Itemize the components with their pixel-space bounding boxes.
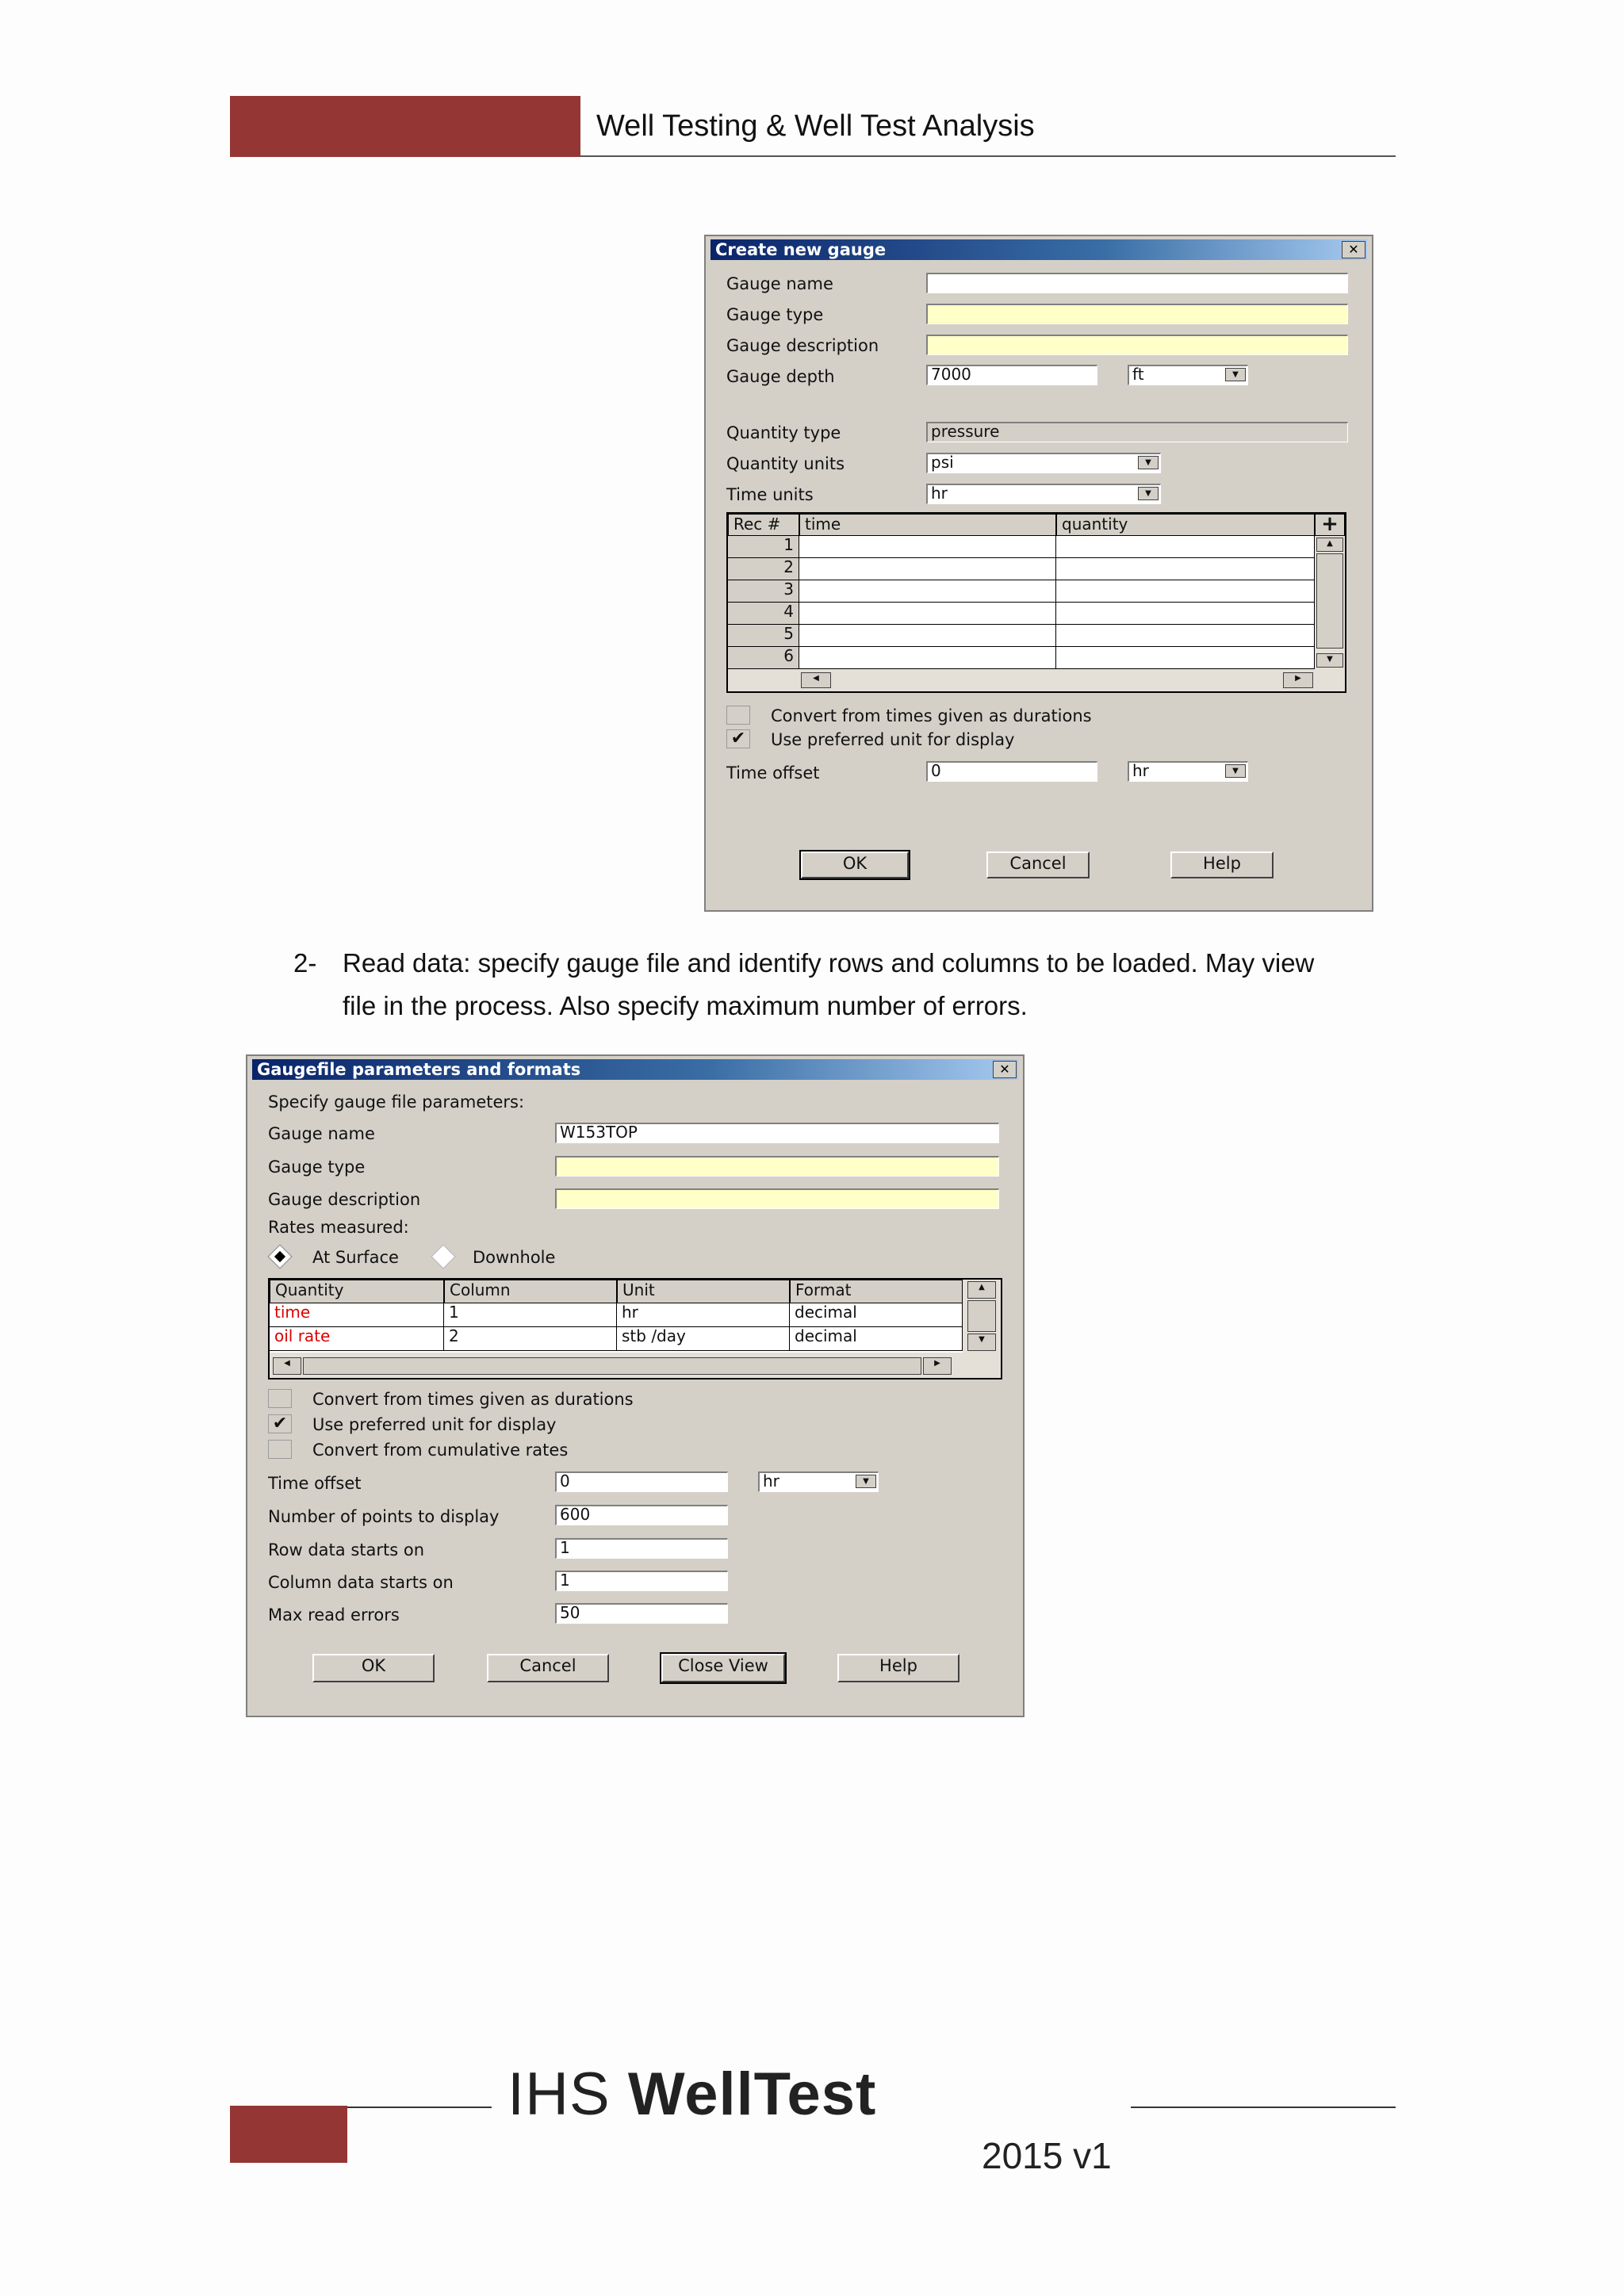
logo-ihs: IHS bbox=[508, 2061, 611, 2128]
quantity-type-field: pressure bbox=[926, 422, 1348, 442]
dialog-title-bar bbox=[252, 1059, 1018, 1080]
grid-cell[interactable] bbox=[1056, 558, 1315, 580]
radio-selected-dot bbox=[274, 1251, 285, 1262]
offset-unit-select[interactable] bbox=[758, 1471, 879, 1492]
grid-header-time: time bbox=[799, 514, 1056, 536]
table-cell-unit[interactable]: stb /day bbox=[617, 1327, 790, 1351]
gauge-name-input[interactable]: W153TOP bbox=[555, 1123, 999, 1143]
gauge-data-grid[interactable] bbox=[726, 512, 1346, 693]
chevron-down-icon: ▼ bbox=[1138, 487, 1159, 500]
quantity-units-select[interactable] bbox=[926, 453, 1161, 473]
step-number: 2- bbox=[293, 948, 317, 978]
grid-cell[interactable] bbox=[799, 558, 1056, 580]
create-gauge-dialog bbox=[704, 235, 1373, 912]
grid-cell[interactable] bbox=[799, 603, 1056, 625]
table-header-column: Column bbox=[444, 1280, 617, 1303]
row-start-input[interactable]: 1 bbox=[555, 1538, 728, 1559]
footer-rule-left bbox=[346, 2107, 492, 2108]
help-button[interactable]: Help bbox=[837, 1654, 959, 1682]
table-cell-format[interactable]: decimal bbox=[790, 1327, 963, 1351]
preferred-unit-label: Use preferred unit for display bbox=[771, 730, 1015, 749]
row-number: 5 bbox=[728, 625, 799, 647]
cancel-button[interactable]: Cancel bbox=[487, 1654, 609, 1682]
convert-cumulative-label: Convert from cumulative rates bbox=[312, 1441, 569, 1460]
rates-measured-label: Rates measured: bbox=[268, 1218, 409, 1237]
vertical-scrollbar[interactable] bbox=[963, 1280, 1001, 1353]
instruction-line-2: file in the process. Also specify maximum number of errors. bbox=[343, 991, 1028, 1020]
column-start-label: Column data starts on bbox=[268, 1573, 454, 1592]
scroll-thumb[interactable] bbox=[303, 1357, 921, 1375]
gauge-description-label: Gauge description bbox=[268, 1190, 421, 1209]
header-rule bbox=[580, 155, 1396, 157]
convert-durations-checkbox[interactable] bbox=[726, 706, 750, 725]
convert-durations-label: Convert from times given as durations bbox=[771, 706, 1092, 725]
table-cell-format[interactable]: decimal bbox=[790, 1303, 963, 1327]
table-header-unit: Unit bbox=[617, 1280, 790, 1303]
time-units-label: Time units bbox=[726, 485, 814, 504]
gauge-depth-input[interactable]: 7000 bbox=[926, 365, 1097, 385]
grid-cell[interactable] bbox=[1056, 647, 1315, 669]
gauge-description-label: Gauge description bbox=[726, 336, 879, 355]
chevron-down-icon: ▼ bbox=[856, 1475, 876, 1488]
preferred-unit-checkbox[interactable]: ✔ bbox=[268, 1414, 292, 1433]
gauge-description-input[interactable] bbox=[926, 335, 1348, 355]
scroll-left-icon[interactable]: ◀ bbox=[801, 672, 831, 688]
ihs-welltest-logo bbox=[508, 2060, 876, 2129]
gauge-type-input[interactable] bbox=[555, 1156, 999, 1177]
depth-unit-select[interactable] bbox=[1128, 365, 1248, 385]
num-points-label: Number of points to display bbox=[268, 1507, 500, 1526]
row-number: 4 bbox=[728, 603, 799, 625]
dialog-title: Create new gauge bbox=[715, 240, 887, 259]
table-cell-unit[interactable]: hr bbox=[617, 1303, 790, 1327]
time-units-value: hr bbox=[931, 484, 948, 503]
close-icon[interactable]: ✕ bbox=[993, 1061, 1017, 1078]
quantity-units-label: Quantity units bbox=[726, 454, 845, 473]
gauge-name-label: Gauge name bbox=[726, 274, 833, 293]
offset-unit-value: hr bbox=[1132, 761, 1149, 780]
help-button[interactable]: Help bbox=[1170, 851, 1274, 878]
dialog-title: Gaugefile parameters and formats bbox=[257, 1060, 581, 1079]
ok-button[interactable]: OK bbox=[801, 851, 909, 878]
grid-header-rec: Rec # bbox=[728, 514, 799, 536]
time-offset-input[interactable]: 0 bbox=[926, 761, 1097, 782]
quantity-units-value: psi bbox=[931, 453, 954, 472]
grid-cell[interactable] bbox=[799, 625, 1056, 647]
add-row-button[interactable]: + bbox=[1315, 514, 1345, 536]
chevron-down-icon: ▼ bbox=[1225, 368, 1246, 381]
horizontal-scrollbar[interactable] bbox=[728, 669, 1345, 691]
logo-welltest: WellTest bbox=[627, 2061, 877, 2128]
convert-durations-label: Convert from times given as durations bbox=[312, 1390, 634, 1409]
scroll-right-icon[interactable]: ▶ bbox=[1283, 672, 1313, 688]
vertical-scrollbar[interactable] bbox=[1315, 536, 1345, 669]
gauge-type-input[interactable] bbox=[926, 304, 1348, 324]
scroll-left-icon[interactable]: ◀ bbox=[273, 1357, 301, 1375]
footer-rule-right bbox=[1131, 2107, 1396, 2108]
offset-unit-value: hr bbox=[763, 1471, 779, 1490]
downhole-label: Downhole bbox=[473, 1248, 556, 1267]
instruction-line-1: Read data: specify gauge file and identify rows and columns to be loaded. May view bbox=[343, 948, 1315, 978]
scroll-thumb[interactable] bbox=[967, 1300, 996, 1332]
row-number: 2 bbox=[728, 558, 799, 580]
table-cell-column[interactable]: 1 bbox=[444, 1303, 617, 1327]
row-number: 1 bbox=[728, 536, 799, 558]
grid-header-quantity: quantity bbox=[1056, 514, 1315, 536]
ok-button[interactable]: OK bbox=[312, 1654, 435, 1682]
depth-unit-value: ft bbox=[1132, 365, 1144, 384]
cancel-button[interactable]: Cancel bbox=[986, 851, 1090, 878]
scroll-up-icon[interactable]: ▲ bbox=[1316, 538, 1343, 552]
row-start-label: Row data starts on bbox=[268, 1540, 425, 1559]
table-cell-quantity[interactable]: time bbox=[270, 1303, 444, 1327]
gauge-name-input[interactable] bbox=[926, 273, 1348, 293]
scroll-down-icon[interactable]: ▼ bbox=[967, 1334, 996, 1351]
column-start-input[interactable]: 1 bbox=[555, 1571, 728, 1591]
row-number: 6 bbox=[728, 647, 799, 669]
footer-accent-bar bbox=[230, 2106, 347, 2163]
offset-unit-select[interactable] bbox=[1128, 761, 1248, 782]
time-offset-label: Time offset bbox=[268, 1474, 362, 1493]
scroll-down-icon[interactable]: ▼ bbox=[1316, 653, 1343, 668]
close-icon[interactable]: ✕ bbox=[1342, 241, 1365, 258]
gauge-depth-label: Gauge depth bbox=[726, 367, 835, 386]
preferred-unit-label: Use preferred unit for display bbox=[312, 1415, 557, 1434]
grid-cell[interactable] bbox=[1056, 603, 1315, 625]
grid-cell[interactable] bbox=[799, 580, 1056, 603]
grid-cell[interactable] bbox=[799, 536, 1056, 558]
row-number: 3 bbox=[728, 580, 799, 603]
dialog-title-bar bbox=[710, 239, 1367, 260]
num-points-input[interactable]: 600 bbox=[555, 1505, 728, 1525]
time-offset-label: Time offset bbox=[726, 763, 820, 783]
page-header-title: Well Testing & Well Test Analysis bbox=[596, 109, 1035, 143]
convert-durations-checkbox[interactable] bbox=[268, 1389, 292, 1408]
max-errors-input[interactable]: 50 bbox=[555, 1603, 728, 1624]
horizontal-scrollbar[interactable] bbox=[270, 1353, 1001, 1378]
time-units-select[interactable] bbox=[926, 484, 1161, 504]
gauge-name-label: Gauge name bbox=[268, 1124, 375, 1143]
grid-cell[interactable] bbox=[1056, 625, 1315, 647]
downhole-radio[interactable] bbox=[431, 1244, 455, 1269]
scroll-right-icon[interactable]: ▶ bbox=[923, 1357, 952, 1375]
version-label: 2015 v1 bbox=[982, 2135, 1112, 2176]
at-surface-radio[interactable] bbox=[267, 1244, 292, 1269]
quantity-type-label: Quantity type bbox=[726, 423, 841, 442]
grid-cell[interactable] bbox=[1056, 536, 1315, 558]
chevron-down-icon: ▼ bbox=[1225, 764, 1246, 778]
scroll-thumb[interactable] bbox=[1316, 553, 1343, 649]
gauge-description-input[interactable] bbox=[555, 1188, 999, 1209]
gauge-type-label: Gauge type bbox=[726, 305, 824, 324]
convert-cumulative-checkbox[interactable] bbox=[268, 1440, 292, 1459]
time-offset-input[interactable]: 0 bbox=[555, 1471, 728, 1492]
table-cell-quantity[interactable]: oil rate bbox=[270, 1327, 444, 1351]
table-cell-column[interactable]: 2 bbox=[444, 1327, 617, 1351]
gauge-type-label: Gauge type bbox=[268, 1158, 366, 1177]
max-errors-label: Max read errors bbox=[268, 1605, 400, 1624]
close-view-button[interactable]: Close View bbox=[661, 1654, 785, 1682]
grid-cell[interactable] bbox=[799, 647, 1056, 669]
header-accent-bar bbox=[230, 96, 580, 157]
grid-cell[interactable] bbox=[1056, 580, 1315, 603]
preferred-unit-checkbox[interactable]: ✔ bbox=[726, 729, 750, 748]
scroll-up-icon[interactable]: ▲ bbox=[967, 1281, 996, 1299]
chevron-down-icon: ▼ bbox=[1138, 456, 1159, 469]
specify-parameters-label: Specify gauge file parameters: bbox=[268, 1093, 525, 1112]
quantity-format-table[interactable] bbox=[268, 1278, 1002, 1380]
gaugefile-parameters-dialog bbox=[246, 1054, 1025, 1717]
at-surface-label: At Surface bbox=[312, 1248, 399, 1267]
table-header-quantity: Quantity bbox=[270, 1280, 444, 1303]
table-header-format: Format bbox=[790, 1280, 963, 1303]
